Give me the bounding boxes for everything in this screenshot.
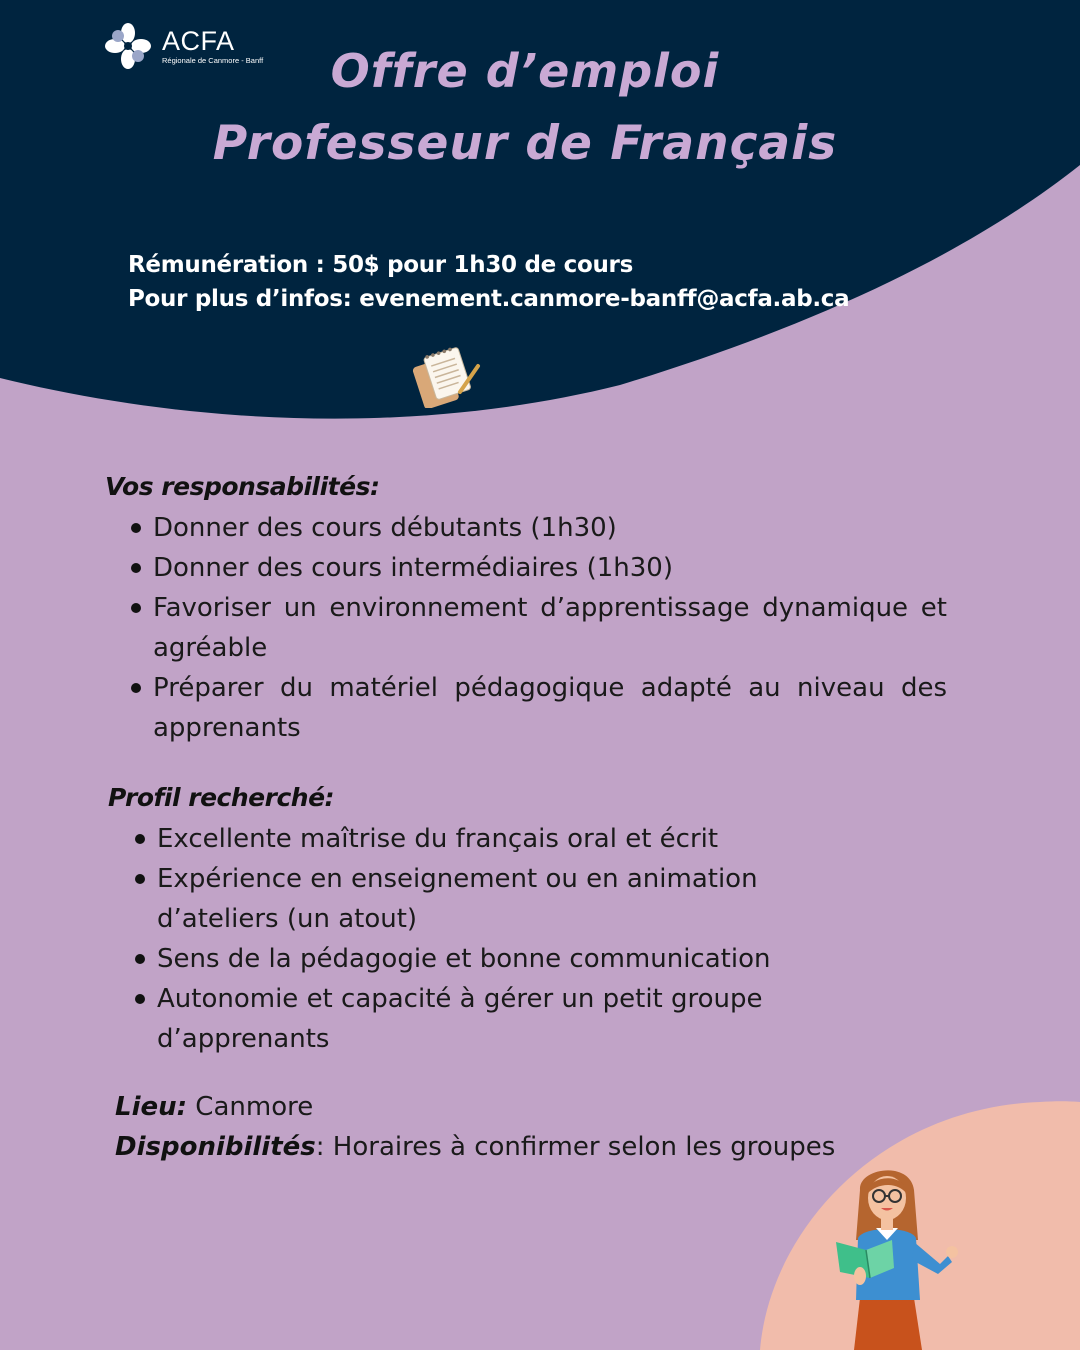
- bullet-icon: [131, 683, 141, 693]
- availability-line: [115, 1132, 835, 1162]
- profile-title: Profil recherché:: [108, 783, 335, 812]
- list-item: Favoriser un environnement d’apprentissage dynamique et agréable: [153, 588, 947, 668]
- list-item: Sens de la pédagogie et bonne communication: [157, 939, 807, 979]
- logo-subtitle: Régionale de Canmore - Banff: [162, 56, 264, 65]
- bullet-icon: [131, 523, 141, 533]
- availability-label: Disponibilités: [115, 1132, 316, 1162]
- bullet-icon: [135, 994, 145, 1004]
- location-line: [115, 1092, 313, 1122]
- responsibilities-title: Vos responsabilités:: [105, 472, 380, 501]
- notebook-pencil-icon: [408, 344, 484, 408]
- logo-name: ACFA: [162, 26, 235, 56]
- availability-value: : Horaires à confirmer selon les groupes: [315, 1132, 836, 1162]
- list-item: Préparer du matériel pédagogique adapté au niveau des apprenants: [153, 668, 947, 748]
- contact-text: Pour plus d’infos: evenement.canmore-banff@acfa.ab.ca: [128, 286, 850, 312]
- bullet-icon: [135, 834, 145, 844]
- bullet-icon: [135, 954, 145, 964]
- list-item: Excellente maîtrise du français oral et écrit: [157, 819, 807, 859]
- bullet-icon: [135, 874, 145, 884]
- teacher-illustration: [830, 1160, 970, 1350]
- bullet-icon: [131, 603, 141, 613]
- remuneration-text: Rémunération : 50$ pour 1h30 de cours: [128, 252, 633, 278]
- bullet-icon: [131, 563, 141, 573]
- profile-list: [157, 819, 807, 1059]
- list-item: Donner des cours intermédiaires (1h30): [153, 548, 947, 588]
- page-title-line1: Offre d’emploi: [330, 44, 720, 98]
- list-item: Expérience en enseignement ou en animation d’ateliers (un atout): [157, 859, 807, 939]
- location-value: Canmore: [187, 1092, 314, 1122]
- list-item: Donner des cours débutants (1h30): [153, 508, 947, 548]
- list-item: Autonomie et capacité à gérer un petit groupe d’apprenants: [157, 979, 807, 1059]
- page-title-line2: Professeur de Français: [212, 116, 838, 171]
- location-label: Lieu:: [115, 1092, 188, 1122]
- responsibilities-list: [153, 508, 947, 748]
